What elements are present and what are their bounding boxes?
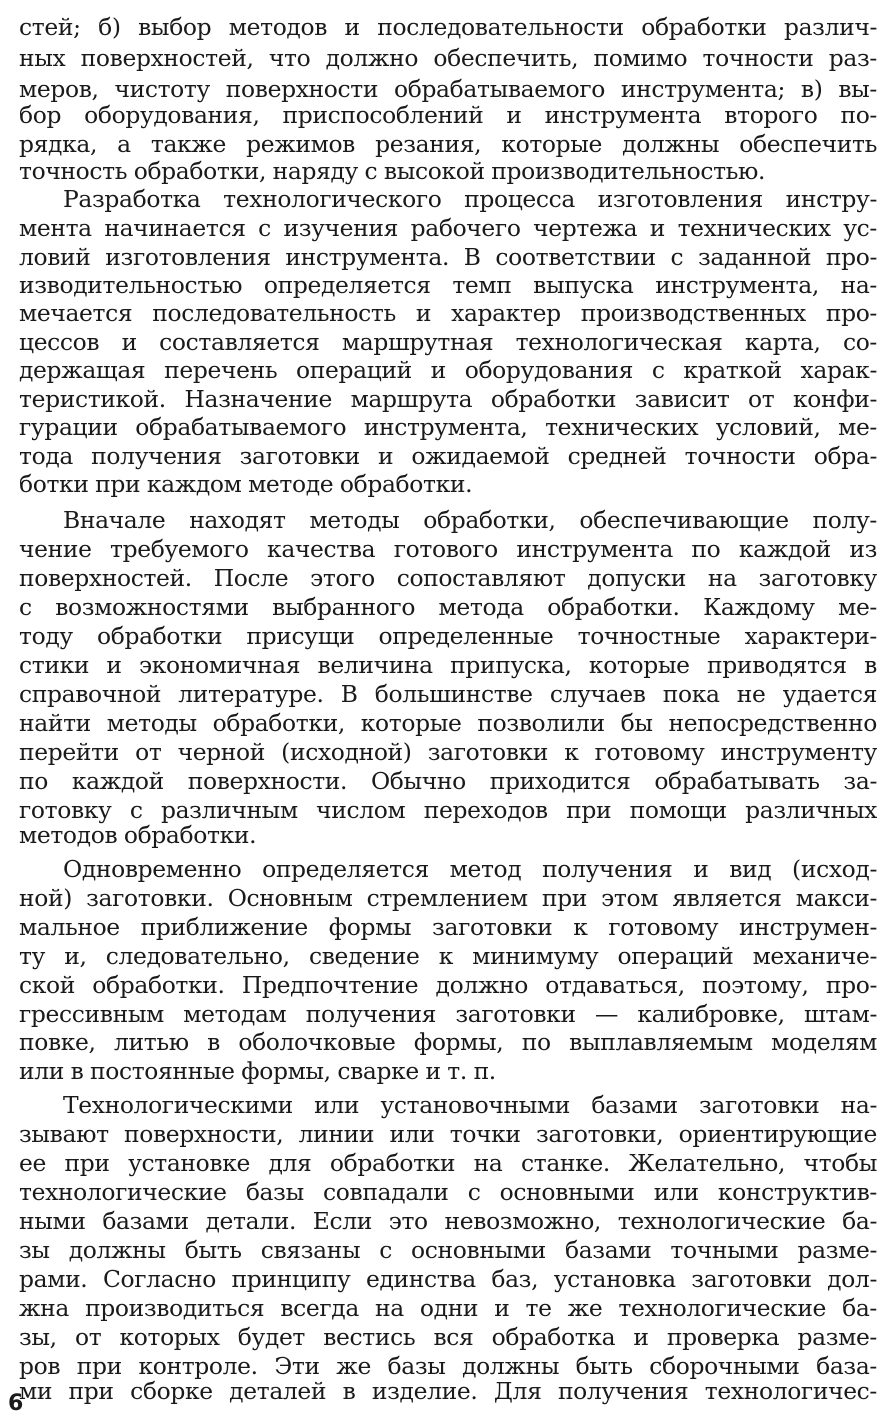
page-number: 6 (8, 1391, 23, 1416)
text-line: рядка, а также режимов резания, которые должны обеспечить (19, 130, 877, 158)
text-line: чение требуемого качества готового инструмента по каждой из (19, 535, 877, 563)
text-line: теристикой. Назначение маршрута обработки зависит от конфи- (19, 385, 877, 413)
text-line: ту и, следовательно, сведение к минимуму операций механиче- (19, 942, 877, 970)
text-line: стики и экономичная величина припуска, которые приводятся в (19, 651, 877, 679)
text-line: мента начинается с изучения рабочего чертежа и технических ус- (19, 214, 877, 242)
text-line: повке, литью в оболочковые формы, по выплавляемым моделям (19, 1028, 877, 1056)
text-line: с возможностями выбранного метода обработки. Каждому ме- (19, 593, 877, 621)
paragraph-first-line: Технологическими или установочными базами заготовки на- (63, 1091, 877, 1119)
text-line: по каждой поверхности. Обычно приходится обрабатывать за- (19, 767, 877, 795)
text-line: технологические базы совпадали с основными или конструктив- (19, 1178, 877, 1206)
text-line: грессивным методам получения заготовки — калибровке, штам- (19, 1000, 877, 1028)
text-line: поверхностей. После этого сопоставляют допуски на заготовку (19, 564, 877, 592)
text-line: ными базами детали. Если это невозможно, технологические ба- (19, 1207, 877, 1235)
text-line: ее при установке для обработки на станке. Желательно, чтобы (19, 1149, 877, 1177)
text-line: меров, чистоту поверхности обрабатываемого инструмента; в) вы- (19, 75, 877, 103)
text-line: тоду обработки присущи определенные точностные характери- (19, 622, 877, 650)
text-line: зы, от которых будет вестись вся обработка и проверка разме- (19, 1323, 877, 1351)
text-line: мальное приближение формы заготовки к готовому инструмен- (19, 913, 877, 941)
paragraph-first-line: Вначале находят методы обработки, обеспечивающие полу- (63, 506, 877, 534)
text-line: держащая перечень операций и оборудования с краткой харак- (19, 356, 877, 384)
text-line: или в постоянные формы, сварке и т. п. (19, 1057, 496, 1085)
text-line: найти методы обработки, которые позволили бы непосредственно (19, 709, 877, 737)
text-line: зывают поверхности, линии или точки заготовки, ориентирующие (19, 1120, 877, 1148)
text-line: ской обработки. Предпочтение должно отдаваться, поэтому, про- (19, 971, 877, 999)
text-line: ных поверхностей, что должно обеспечить, помимо точности раз- (19, 44, 877, 72)
text-line: ботки при каждом методе обработки. (19, 470, 473, 498)
text-line: тода получения заготовки и ожидаемой средней точности обра- (19, 442, 877, 470)
text-line: мечается последовательность и характер производственных про- (19, 299, 877, 327)
text-line: справочной литературе. В большинстве случаев пока не удается (19, 680, 877, 708)
paragraph-first-line: Разработка технологического процесса изготовления инстру- (63, 185, 877, 213)
text-line: ми при сборке деталей в изделие. Для получения технологичес- (19, 1377, 877, 1405)
text-line: гурации обрабатываемого инструмента, технических условий, ме- (19, 413, 877, 441)
text-line: ной) заготовки. Основным стремлением при этом является макси- (19, 884, 877, 912)
text-line: жна производиться всегда на одни и те же технологические ба- (19, 1294, 877, 1322)
paragraph-first-line: Одновременно определяется метод получения и вид (исход- (63, 855, 877, 883)
text-line: стей; б) выбор методов и последовательности обработки различ- (19, 13, 877, 41)
text-line: бор оборудования, приспособлений и инструмента второго по- (19, 101, 877, 129)
text-line: методов обработки. (19, 821, 257, 849)
text-line: ров при контроле. Эти же базы должны быть сборочными база- (19, 1352, 877, 1380)
text-line: рами. Согласно принципу единства баз, установка заготовки дол- (19, 1265, 877, 1293)
text-line: зы должны быть связаны с основными базами точными разме- (19, 1236, 877, 1264)
text-line: готовку с различным числом переходов при помощи различных (19, 796, 877, 824)
text-line: цессов и составляется маршрутная технологическая карта, со- (19, 328, 877, 356)
text-line: точность обработки, наряду с высокой производительностью. (19, 157, 766, 185)
text-line: перейти от черной (исходной) заготовки к готовому инструменту (19, 738, 877, 766)
text-line: ловий изготовления инструмента. В соответствии с заданной про- (19, 243, 877, 271)
text-line: изводительностью определяется темп выпуска инструмента, на- (19, 271, 877, 299)
